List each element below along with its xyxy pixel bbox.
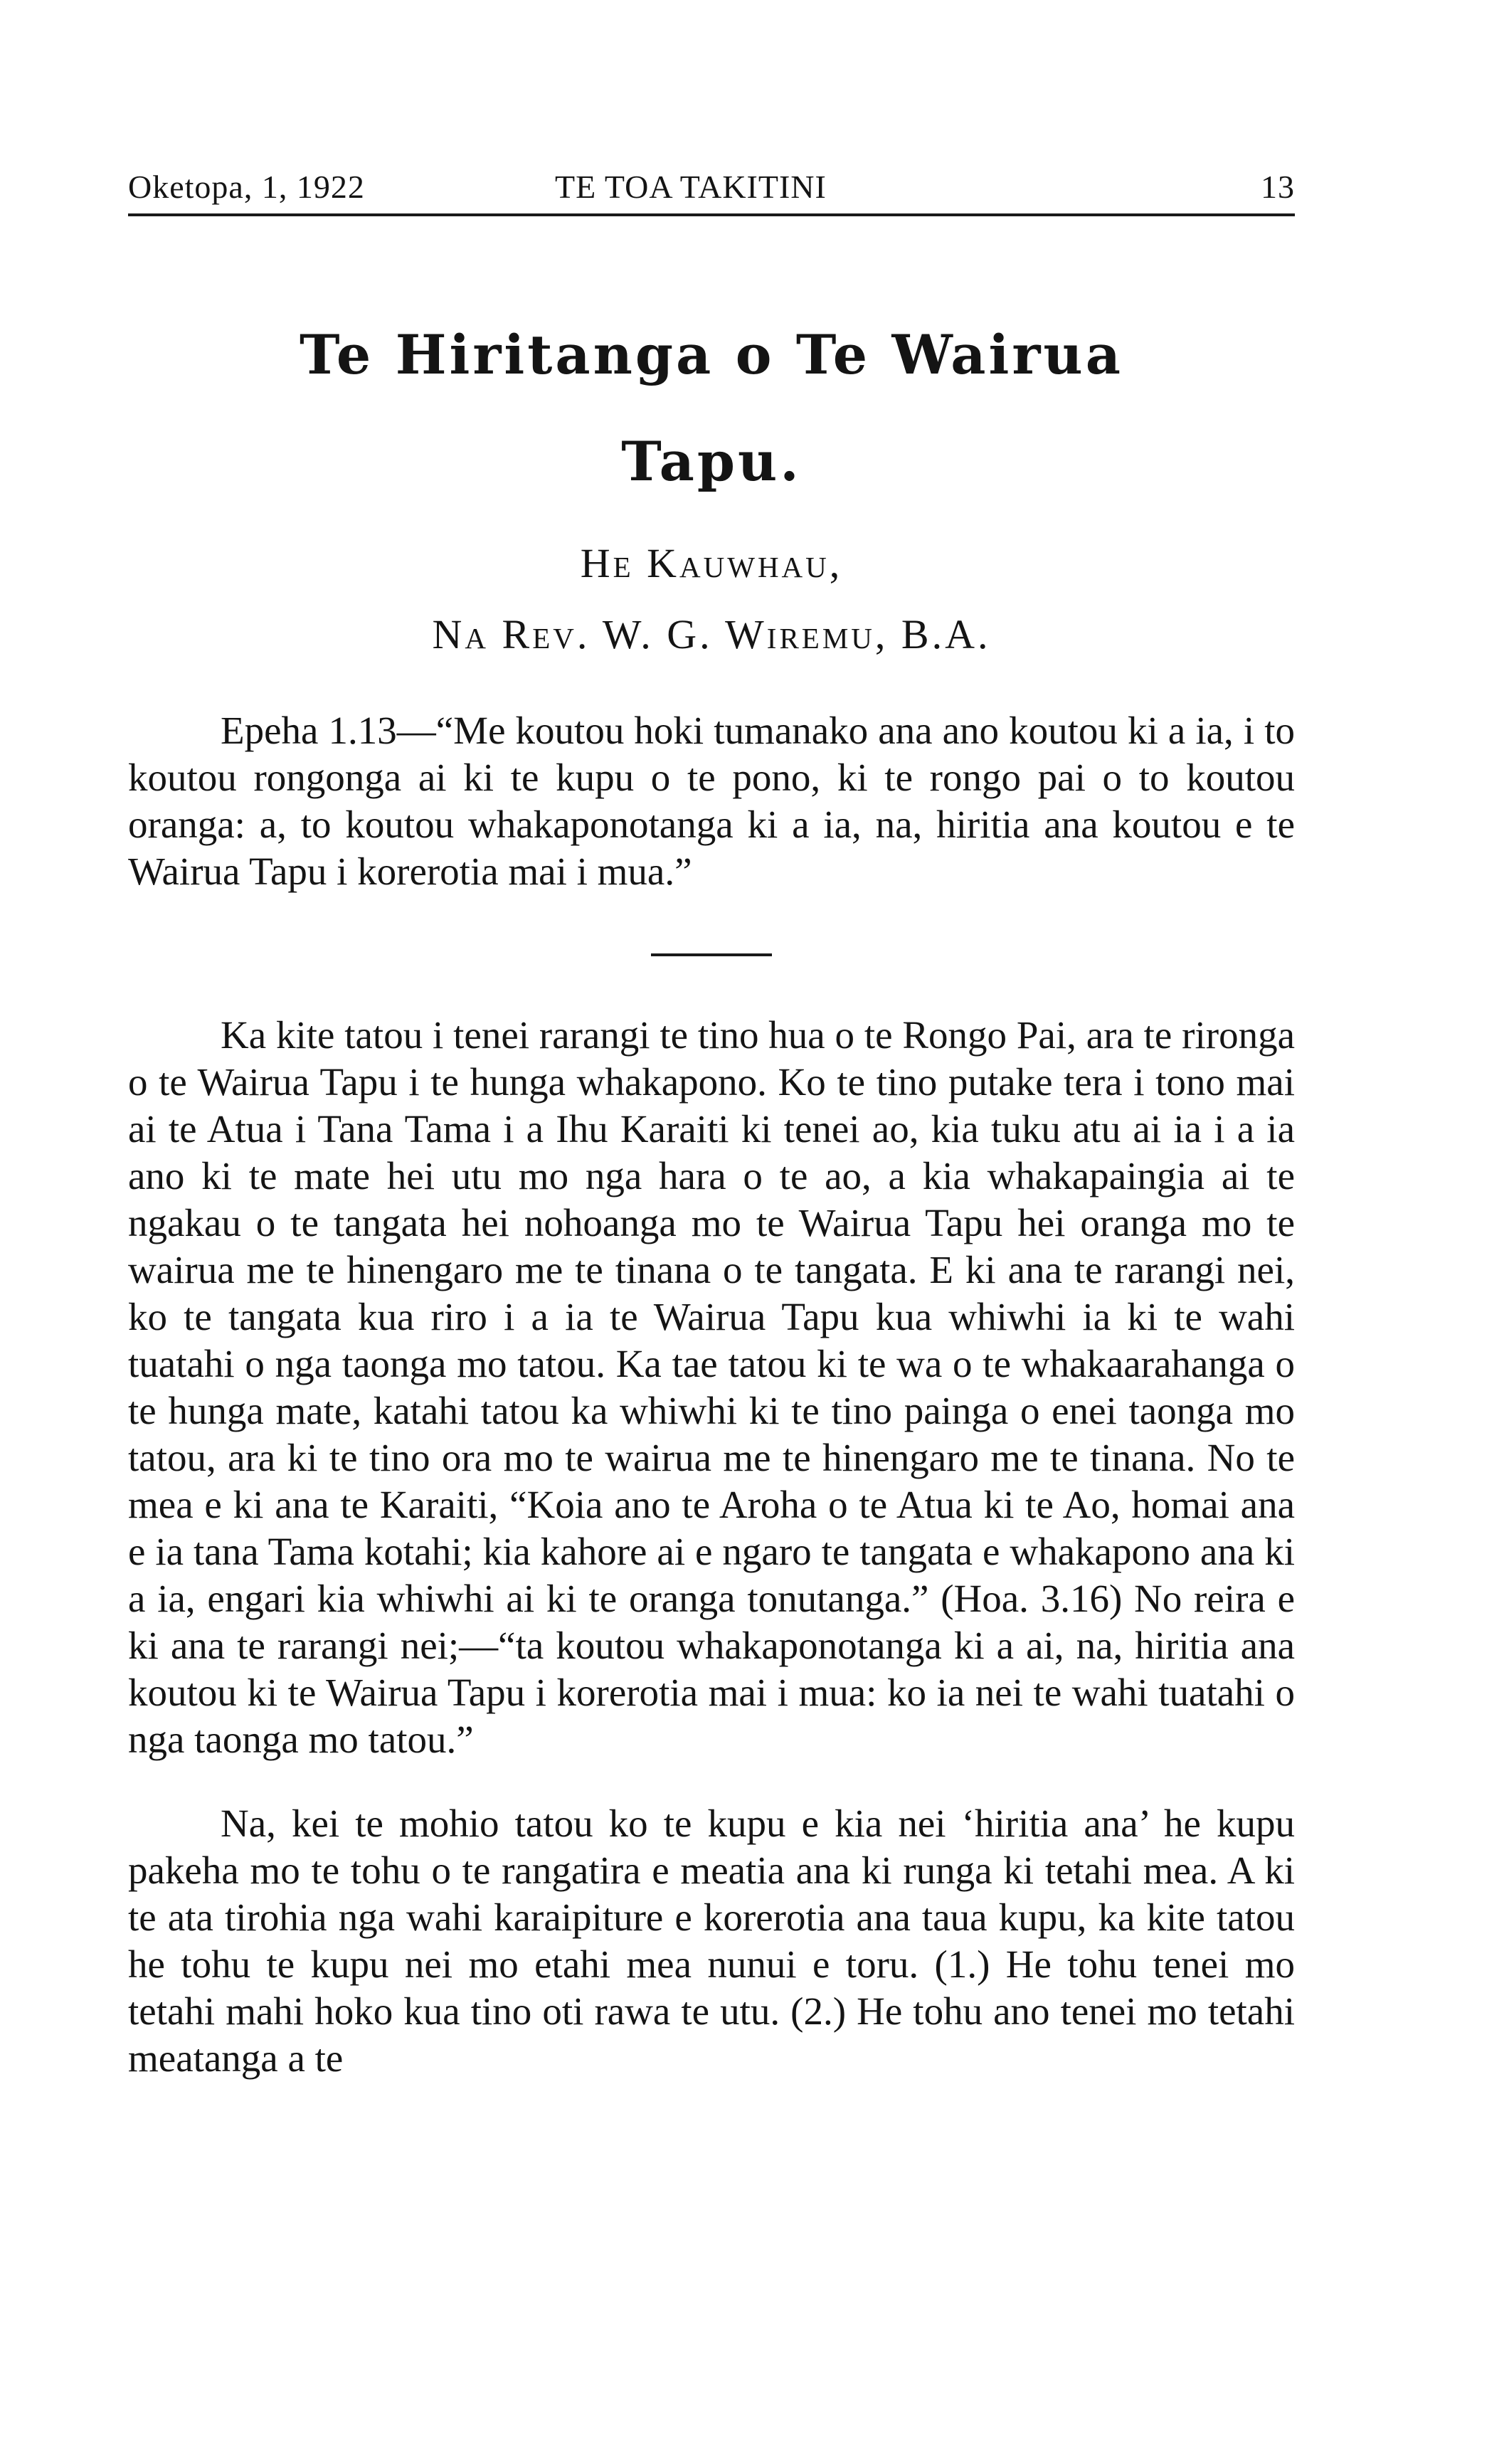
article-subtitle: He Kauwhau,	[580, 540, 843, 586]
running-header	[128, 164, 1295, 216]
issue-date: Oketopa, 1, 1922	[128, 169, 365, 205]
article-title: Te Hiritanga o Te Wairua Tapu.	[300, 323, 1123, 493]
scripture-epigraph: Epeha 1.13—“Me koutou hoki tumanako ana ano koutou ki a ia, i to koutou rongonga ai ki te kupu o te pono, ki te rongo pai o to koutou oranga: a, to koutou whakaponotanga ki a ia, na, hiritia ana koutou e te Wairua Tapu i korerotia mai i mua.”	[128, 709, 1295, 893]
body-paragraph: Ka kite tatou i tenei rarangi te tino hua o te Rongo Pai, ara te rironga o te Wairua Tapu i te hunga whakapono. Ko te tino putake tera i tono mai ai te Atua i Tana Tama i a Ihu Karaiti ki tenei ao, kia tuku atu ai ia i a ia ano ki te mate hei utu mo nga hara o te ao, a kia whakapaingia ai te ngakau o te tangata hei nohoanga mo te Wairua Tapu hei oranga mo te wairua me te hinengaro me te tinana o te tangata. E ki ana te rarangi nei, ko te tangata kua riro i a ia te Wairua Tapu kua whiwhi ia ki te wahi tuatahi o nga taonga mo tatou. Ka tae tatou ki te wa o te whakaarahanga o te hunga mate, katahi tatou ka whiwhi ki te tino painga o enei taonga mo tatou, ara ki te tino ora mo te wairua me te hinengaro me te tinana. No te mea e ki ana te Karaiti, “Koia ano te Aroha o te Atua ki te Ao, homai ana e ia tana Tama kotahi; kia kahore ai e ngaro te tangata e whakapono ana ki a ia, engari kia whiwhi ai ki te oranga tonutanga.” (Hoa. 3.16) No reira e ki ana te rarangi nei;—“ta koutou whakaponotanga ki a ai, na, hiritia ana koutou ki te Wairua Tapu i korerotia mai i mua: ko ia nei te wahi tuatahi o nga taonga mo tatou.”	[128, 1013, 1295, 1761]
section-divider	[651, 953, 772, 956]
body-paragraph: Na, kei te mohio tatou ko te kupu e kia nei ‘hiritia ana’ he kupu pakeha mo te tohu o te rangatira e meatia ana ki runga ki tetahi mea. A ki te ata tirohia nga wahi karaipiture e korerotia ana taua kupu, ka kite tatou he tohu te kupu nei mo etahi mea nunui e toru. (1.) He tohu tenei mo tetahi mahi hoko kua tino oti rawa te utu. (2.) He tohu ano tenei mo tetahi meatanga a te	[128, 1802, 1295, 2080]
page-number: 13	[1261, 169, 1295, 205]
document-page	[128, 164, 1295, 2082]
publication-title: TE TOA TAKITINI	[555, 169, 827, 205]
article-author: Na Rev. W. G. Wiremu, B.A.	[432, 611, 991, 657]
